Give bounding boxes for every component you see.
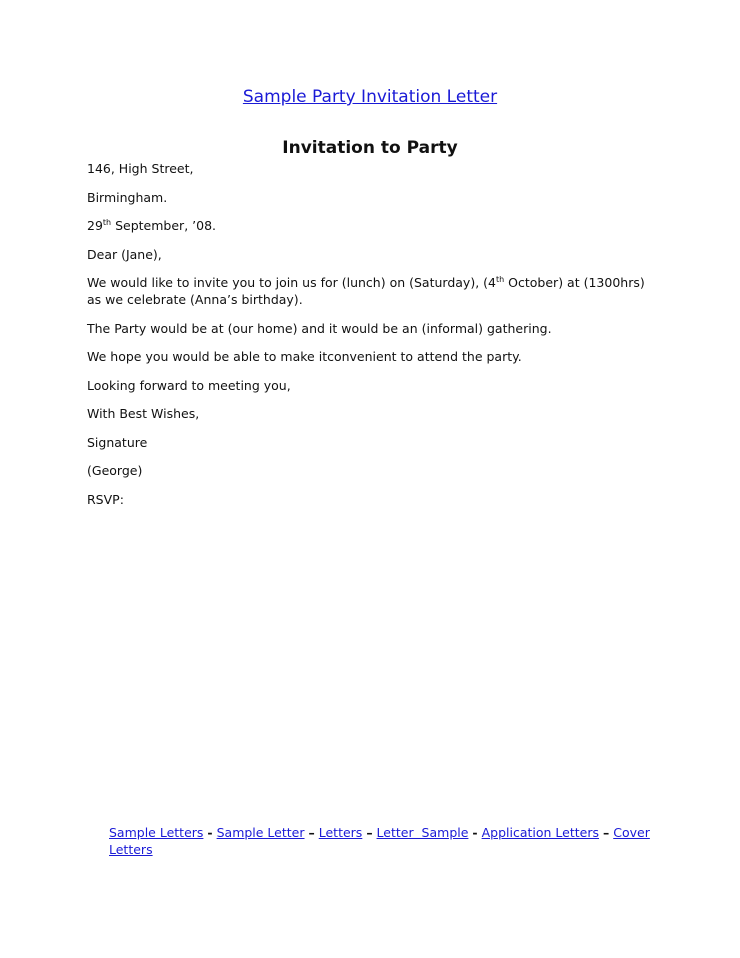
salutation: Dear (Jane), [87,246,162,262]
closing-line-2: With Best Wishes, [87,406,200,421]
letter-body [87,160,657,519]
address-line-2: Birmingham. [87,189,168,205]
footer-link-application-letters[interactable]: Application Letters [481,825,600,840]
sample-party-invitation-link[interactable]: Sample Party Invitation Letter [242,87,498,107]
venue-paragraph: The Party would be at (our home) and it would be an (informal) gathering. [87,320,552,336]
footer-separator: - [207,825,213,840]
para1-part-a: We would like to invite you to join us for (lunch) on (Saturday), (4 [87,275,496,290]
footer-separator: - [472,825,478,840]
address-line-1: 146, High Street, [87,161,194,176]
date-suffix: th [102,217,112,227]
date-rest: September, ’08. [111,218,216,233]
footer-link-cover-letters[interactable]: Cover Letters [109,825,650,857]
invitation-paragraph [87,274,657,308]
footer-link-letter-sample[interactable]: Letter Sample [376,825,469,840]
signature-line: Signature [87,434,148,450]
footer-separator: – [366,825,373,840]
date-day: 29 [87,218,103,233]
sender-name: (George) [87,463,143,478]
footer-links [109,824,659,858]
hope-paragraph: We hope you would be able to make itconvenient to attend the party. [87,349,522,364]
footer-separator: – [603,825,610,840]
page-title: Invitation to Party [282,138,458,158]
letter-date [87,217,657,234]
closing-line-1: Looking forward to meeting you, [87,377,291,393]
footer-link-letters[interactable]: Letters [318,825,363,840]
rsvp-line: RSVP: [87,491,124,507]
para1-part-b: October) at (1300hrs) as we celebrate (Anna’s birthday). [87,275,645,307]
para1-suffix: th [495,274,505,284]
footer-separator: – [308,825,315,840]
footer-link-sample-letters[interactable]: Sample Letters [109,825,204,840]
footer-link-sample-letter[interactable]: Sample Letter [216,825,305,840]
